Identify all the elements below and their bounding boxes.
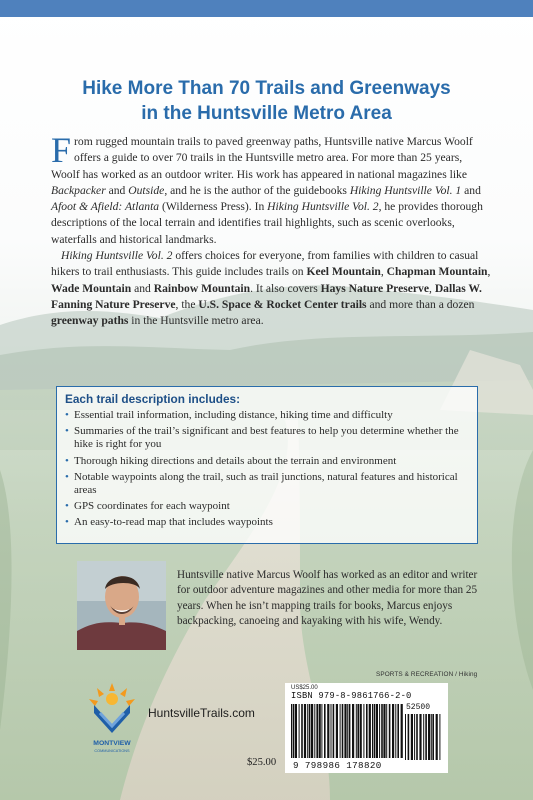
text-run: and bbox=[131, 281, 154, 295]
text-run: Keel Mountain bbox=[306, 265, 381, 279]
barcode-bar bbox=[401, 704, 403, 758]
drop-cap: F bbox=[51, 130, 72, 170]
barcode-bar bbox=[386, 704, 387, 758]
features-list bbox=[65, 409, 469, 530]
barcode-bar bbox=[314, 704, 315, 758]
intro-paragraph-2 bbox=[51, 248, 491, 329]
text-run: and more than a dozen bbox=[366, 297, 475, 311]
barcode-bar bbox=[316, 704, 318, 758]
text-run: Rainbow Mountain bbox=[153, 281, 251, 295]
headline bbox=[40, 76, 493, 126]
feature-item: • An easy-to-read map that includes waypoints bbox=[65, 516, 469, 529]
barcode-bar bbox=[439, 714, 440, 760]
addon-barcode bbox=[405, 704, 441, 760]
barcode-bar bbox=[327, 704, 329, 758]
text-run: U.S. Space & Rocket Center trails bbox=[198, 297, 367, 311]
text-run: , the bbox=[175, 297, 199, 311]
barcode-bar bbox=[293, 704, 295, 758]
barcode-bar bbox=[383, 704, 385, 758]
barcode-bar bbox=[309, 704, 311, 758]
text-run: Wade Mountain bbox=[51, 281, 132, 295]
barcode-bar bbox=[392, 704, 394, 758]
ean-number: 9 798986 178820 bbox=[293, 760, 382, 771]
publisher-name: MONTVIEW bbox=[93, 740, 131, 747]
text-run: , and he is the author of the guidebooks bbox=[164, 183, 350, 197]
isbn-barcode bbox=[291, 704, 403, 760]
feature-item: • GPS coordinates for each waypoint bbox=[65, 500, 469, 513]
barcode-bar bbox=[425, 714, 427, 760]
barcode-bar bbox=[408, 714, 410, 760]
barcode-bar bbox=[372, 704, 373, 758]
text-run: , bbox=[487, 265, 491, 279]
text-run: offers choices for everyone, from families with children to casual hikers to trail enthusiasts. This guide includes trails on bbox=[51, 249, 479, 279]
barcode-bar bbox=[397, 704, 399, 758]
headline-line-2: in the Huntsville Metro Area bbox=[141, 103, 392, 124]
publisher-subtitle: COMMUNICATIONS bbox=[94, 749, 130, 753]
barcode-bar bbox=[432, 714, 434, 760]
barcode-bar bbox=[321, 704, 322, 758]
barcode-bar bbox=[423, 714, 424, 760]
text-run: rom rugged mountain trails to paved greenway paths, Huntsville native Marcus Woolf offers a guide to over 70 trails in the Huntsville metro area. For more than 25 years, Woolf has worked as an outdoor writer. His work has appeared in national magazines like bbox=[51, 135, 473, 181]
barcode-bar bbox=[411, 714, 413, 760]
barcode-bar bbox=[299, 704, 300, 758]
barcode-bar bbox=[295, 704, 297, 758]
text-run: Hays Nature Preserve bbox=[320, 281, 430, 295]
barcode-bar bbox=[340, 704, 341, 758]
bisac-category: SPORTS & RECREATION / Hiking bbox=[376, 671, 478, 678]
barcode-bar bbox=[416, 714, 418, 760]
barcode-bar bbox=[291, 704, 292, 758]
price: $25.00 bbox=[247, 757, 277, 768]
barcode-bar bbox=[349, 704, 351, 758]
barcode-bar bbox=[379, 704, 380, 758]
text-run: Outside bbox=[128, 183, 165, 197]
barcode-bar bbox=[357, 704, 359, 758]
barcode-bar bbox=[336, 704, 338, 758]
publisher-logo bbox=[82, 679, 142, 759]
barcode-bar bbox=[436, 714, 438, 760]
barcode-bar bbox=[356, 704, 357, 758]
text-run: Afoot & Afield: Atlanta bbox=[51, 200, 160, 214]
barcode-bar bbox=[324, 704, 326, 758]
barcode-bar bbox=[428, 714, 430, 760]
barcode-bar bbox=[307, 704, 308, 758]
intro-paragraph-1 bbox=[51, 130, 491, 248]
text-run: Dallas W. Fanning Nature Preserve bbox=[51, 281, 482, 311]
text-run: and bbox=[461, 183, 481, 197]
author-photo bbox=[77, 561, 166, 650]
barcode-bar bbox=[333, 704, 335, 758]
text-run: Chapman Mountain bbox=[386, 265, 488, 279]
barcode-bar bbox=[301, 704, 303, 758]
barcode-bar bbox=[374, 704, 376, 758]
barcode-box bbox=[285, 683, 448, 773]
text-run: Hiking Huntsville Vol. 1 bbox=[349, 183, 462, 197]
feature-item: • Notable waypoints along the trail, such as trail junctions, natural features and historical areas bbox=[65, 471, 469, 497]
intro-text bbox=[51, 130, 491, 330]
barcode-bar bbox=[389, 704, 391, 758]
website-url: HuntsvilleTrails.com bbox=[148, 706, 255, 720]
text-run: , he provides thorough descriptions of the local terrain and identifies trail highlights, such as scenic overlooks, waterfalls and historical landmarks. bbox=[51, 200, 483, 246]
text-run: in the Huntsville metro area. bbox=[128, 314, 264, 328]
barcode-bar bbox=[360, 704, 362, 758]
barcode-bar bbox=[344, 704, 346, 758]
text-run: Hiking Huntsville Vol. 2 bbox=[61, 249, 173, 263]
feature-item: • Essential trail information, including distance, hiking time and difficulty bbox=[65, 409, 469, 422]
barcode-bar bbox=[376, 704, 378, 758]
headline-line-1: Hike More Than 70 Trails and Greenways bbox=[82, 78, 451, 99]
barcode-bar bbox=[431, 714, 432, 760]
features-title: Each trail description includes: bbox=[65, 392, 241, 406]
barcode-bar bbox=[366, 704, 368, 758]
barcode-bar bbox=[304, 704, 306, 758]
barcode-bar bbox=[347, 704, 348, 758]
addon-code-text: 52500 bbox=[406, 703, 431, 712]
text-run: , bbox=[380, 265, 387, 279]
author-bio: Huntsville native Marcus Woolf has worked as an editor and writer for outdoor adventure magazines and other media for more than 25 years. When he isn’t mapping trails for books, Marcus enjoys backpacking, canoeing and kayaking with his wife, Wendy. bbox=[177, 569, 478, 628]
text-run: , bbox=[429, 281, 435, 295]
text-run: Backpacker bbox=[51, 183, 106, 197]
isbn-text: ISBN 979-8-9861766-2-0 bbox=[291, 691, 412, 701]
top-color-bar bbox=[0, 0, 533, 17]
barcode-price-label: US$25.00 bbox=[291, 685, 318, 691]
trail-features-box bbox=[56, 386, 478, 544]
text-run: Hiking Huntsville Vol. 2 bbox=[267, 200, 379, 214]
barcode-bar bbox=[311, 704, 313, 758]
barcode-bar bbox=[369, 704, 371, 758]
barcode-bar bbox=[395, 704, 396, 758]
feature-item: • Thorough hiking directions and details about the terrain and environment bbox=[65, 455, 469, 468]
text-run: greenway paths bbox=[51, 314, 129, 328]
barcode-bar bbox=[414, 714, 415, 760]
feature-item: • Summaries of the trail’s significant and best features to help you determine whether the hike is right for you bbox=[65, 425, 469, 451]
barcode-bar bbox=[419, 714, 421, 760]
text-run: and bbox=[105, 183, 129, 197]
barcode-bar bbox=[405, 714, 406, 760]
barcode-bar bbox=[381, 704, 383, 758]
barcode-bar bbox=[319, 704, 321, 758]
barcode-bar bbox=[352, 704, 354, 758]
barcode-bar bbox=[331, 704, 332, 758]
barcode-bar bbox=[363, 704, 364, 758]
text-run: . It also covers bbox=[250, 281, 321, 295]
barcode-bar bbox=[342, 704, 344, 758]
text-run: (Wilderness Press). In bbox=[159, 200, 268, 214]
